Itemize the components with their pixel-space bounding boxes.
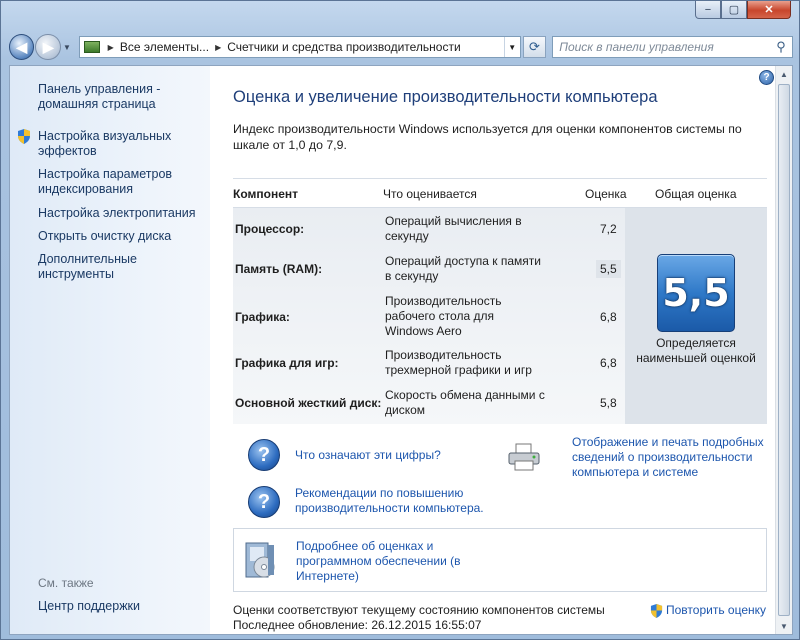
question-icon: ? [248,439,280,471]
see-also-heading: См. также [38,576,94,590]
component-name: Графика: [235,310,290,324]
sidebar-link-advanced-tools[interactable]: Дополнительные инструменты [38,252,137,281]
sidebar-link-home[interactable]: Панель управления - домашняя страница [38,82,161,111]
main-panel [210,66,792,634]
search-icon[interactable]: ⚲ [776,39,786,54]
status-text: Оценки соответствуют текущему состоянию компонентов системы [233,603,605,617]
rerun-assessment[interactable] [650,603,766,618]
component-description: Производительность трехмерной графики и игр [385,348,532,377]
chevron-right-icon[interactable]: ▶ [107,42,114,52]
scrollbar-thumb[interactable] [778,84,790,616]
sidebar-link-action-center[interactable]: Центр поддержки [38,599,141,613]
address-dropdown-button[interactable]: ▼ [504,37,520,57]
component-description: Производительность рабочего стола для Windows Aero [385,294,502,338]
header-component: Компонент [233,187,298,201]
scroll-up-arrow-icon[interactable]: ▲ [780,69,788,79]
search-input[interactable] [552,36,793,58]
component-name: Память (RAM): [235,262,323,276]
component-score: 7,2 [600,222,617,236]
help-icon[interactable]: ? [759,70,774,85]
component-description: Операций доступа к памяти в секунду [385,254,541,283]
overall-score-caption: Определяется наименьшей оценкой [636,336,756,365]
search-placeholder: Поиск в панели управления [559,40,714,54]
table-body [233,208,767,424]
last-update-text: Последнее обновление: 26.12.2015 16:55:07 [233,618,482,632]
control-panel-icon [84,41,100,53]
rerun-assessment-link[interactable]: Повторить оценку [666,603,767,617]
back-button[interactable]: ◀ [9,34,34,60]
component-name: Графика для игр: [235,356,339,370]
printer-icon [507,443,541,471]
content-frame [9,65,793,635]
header-overall: Общая оценка [655,187,737,201]
scroll-down-arrow-icon[interactable]: ▼ [780,621,788,631]
sidebar-link-visual-effects[interactable]: Настройка визуальных эффектов [38,129,172,158]
what-numbers-link[interactable]: Что означают эти цифры? [295,448,441,462]
print-details-link[interactable]: Отображение и печать подробных сведений о производительности компьютера и системе [572,435,764,479]
component-description: Операций вычисления в секунду [385,214,522,243]
question-icon: ? [248,486,280,518]
recommendations-link[interactable]: Рекомендации по повышению производительности компьютера. [295,486,484,515]
close-button[interactable]: ✕ [747,1,791,19]
component-score: 6,8 [600,310,617,324]
navigation-bar [9,33,793,61]
uac-shield-icon [17,129,31,144]
chevron-right-icon[interactable]: ▶ [215,42,222,52]
forward-button[interactable]: ▶ [35,34,60,60]
component-score: 5,8 [600,396,617,410]
overall-score-panel [625,208,767,424]
uac-shield-icon [650,604,663,618]
component-score: 6,8 [600,356,617,370]
component-name: Процессор: [235,222,305,236]
vertical-scrollbar[interactable] [775,66,792,634]
caption-buttons [695,1,791,19]
scores-table [233,178,767,424]
breadcrumb-all-items[interactable]: Все элементы... [119,40,210,54]
component-name: Основной жесткий диск: [235,396,382,410]
lowest-component-score: 5,5 [596,260,621,278]
sidebar-link-indexing[interactable]: Настройка параметров индексирования [38,167,173,196]
sidebar-link-power[interactable]: Настройка электропитания [38,206,196,220]
sidebar-link-disk-cleanup[interactable]: Открыть очистку диска [38,229,172,243]
address-bar[interactable] [79,36,521,58]
software-box-icon [244,539,276,581]
component-description: Скорость обмена данными с диском [385,388,545,417]
page-title: Оценка и увеличение производительности компьютера [233,88,658,106]
maximize-button[interactable]: ▢ [721,1,747,19]
recent-pages-dropdown[interactable]: ▼ [62,42,71,52]
overall-score-badge: 5,5 [657,254,735,332]
breadcrumb-performance[interactable]: Счетчики и средства производительности [227,40,461,54]
page-description: Индекс производительности Windows используется для оценки компонентов системы по шкале от 1,0 до 7,9. [233,122,742,152]
sidebar [10,66,210,634]
table-header [233,178,767,208]
header-what: Что оценивается [383,187,477,201]
refresh-button[interactable]: ⟳ [523,36,547,58]
more-info-link[interactable]: Подробнее об оценках и программном обеспечении (в Интернете) [296,539,461,583]
header-score: Оценка [585,187,627,201]
minimize-button[interactable]: − [695,1,721,19]
more-info-box [233,528,767,592]
